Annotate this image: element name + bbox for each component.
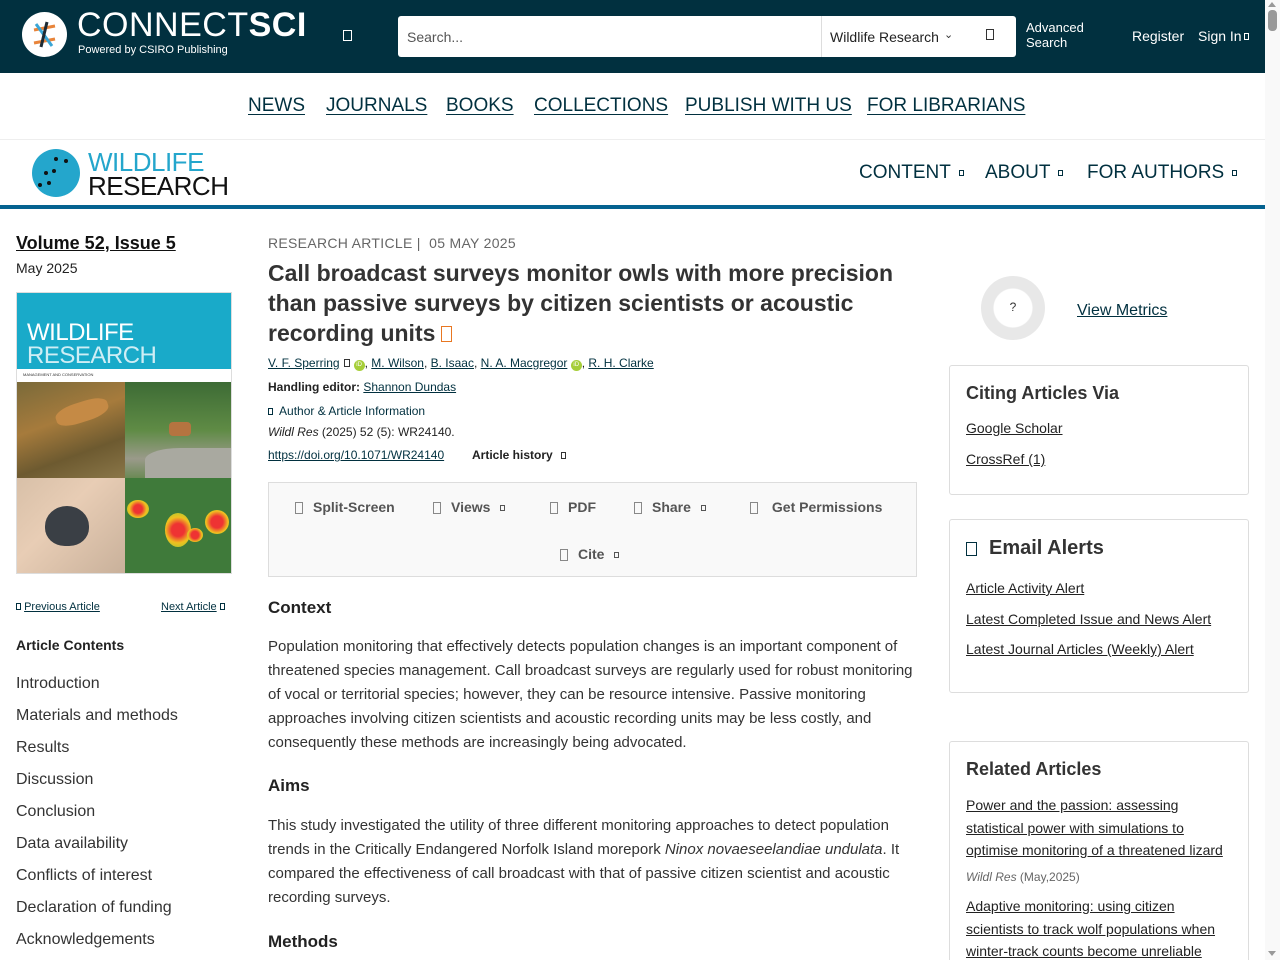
volume-issue-link[interactable]: Volume 52, Issue 5 (16, 233, 176, 253)
pdf-icon (550, 502, 558, 514)
author-link[interactable]: R. H. Clarke (588, 356, 654, 370)
advanced-search-line2: Search (1026, 35, 1068, 50)
connectsci-logo-icon[interactable] (22, 12, 67, 57)
get-permissions-button[interactable] (750, 499, 882, 515)
issue-cover-image[interactable] (16, 292, 232, 574)
share-button[interactable] (634, 499, 706, 515)
species-name: Ninox novaeseelandiae undulata (664, 841, 883, 858)
chevron-left-icon (16, 603, 21, 610)
chevron-down-icon (1232, 170, 1237, 176)
get-permissions-label: Get Permissions (771, 499, 883, 515)
journal-header (0, 141, 1265, 209)
scroll-thumb[interactable] (1268, 10, 1277, 31)
split-screen-icon (295, 502, 303, 514)
latest-articles-alert-link[interactable]: Latest Journal Articles (Weekly) Alert (966, 641, 1194, 657)
citation-journal: Wildl Res (268, 425, 319, 439)
wildlife-research-logo-icon[interactable] (32, 149, 80, 197)
cover-title-line1: WILDLIFE (27, 319, 134, 346)
altmetric-badge[interactable] (981, 276, 1045, 340)
previous-article-label[interactable]: Previous Article (24, 601, 100, 613)
scroll-up-arrow-icon[interactable] (1268, 2, 1276, 7)
chevron-down-icon (561, 452, 566, 459)
search-scope-select[interactable]: Wildlife Research (830, 29, 939, 45)
nav-for-librarians[interactable]: FOR LIBRARIANS (867, 95, 1026, 116)
article-activity-alert-link[interactable]: Article Activity Alert (966, 580, 1085, 596)
cover-photo-turtle (17, 478, 125, 574)
aims-text-2: . It compared the effectiveness of call broadcast with that of passive citizen scientist and acoustic recording surveys. (268, 841, 900, 906)
cite-label: Cite (578, 546, 605, 562)
email-alerts-label: Email Alerts (989, 537, 1104, 559)
orcid-icon[interactable]: iD (354, 360, 365, 371)
bell-icon (966, 542, 977, 556)
handling-editor-link[interactable]: Shannon Dundas (363, 380, 457, 394)
next-article-label[interactable]: Next Article (161, 601, 217, 613)
author-link[interactable]: V. F. Sperring (268, 356, 340, 370)
separator: | (416, 235, 421, 251)
toc-item-materials-methods[interactable]: Materials and methods (16, 707, 178, 724)
author-list: V. F. Sperring iD , M. Wilson, B. Isaac, N. A. Macgregor iD , R. H. Clarke (268, 356, 654, 370)
nav-collections[interactable]: COLLECTIONS (534, 95, 669, 116)
global-nav (0, 73, 1265, 140)
nav-news[interactable]: NEWS (248, 95, 305, 116)
cover-photo-heatmap (125, 478, 232, 574)
related-articles-panel (949, 741, 1249, 960)
views-button[interactable] (433, 499, 505, 515)
cite-button[interactable] (560, 546, 619, 562)
journal-nav-for-authors-label: FOR AUTHORS (1087, 162, 1225, 183)
toc-item-conclusion[interactable]: Conclusion (16, 803, 96, 820)
cover-photo-cat (17, 382, 125, 478)
author-link[interactable]: M. Wilson (371, 356, 424, 370)
publish-date: 05 MAY 2025 (429, 235, 516, 251)
email-alerts-panel (949, 519, 1249, 693)
nav-publish-with-us[interactable]: PUBLISH WITH US (685, 95, 852, 116)
aims-heading: Aims (268, 776, 310, 795)
toc-item-discussion[interactable]: Discussion (16, 771, 94, 788)
article-history-label: Article history (472, 448, 553, 462)
sign-in-icon (1244, 33, 1249, 40)
cite-icon (560, 549, 568, 561)
aims-text-1: This study investigated the utility of three different monitoring approaches to detect population trends in the Critically Endangered Norfolk Island morepork (268, 817, 889, 858)
orcid-icon[interactable]: iD (571, 360, 582, 371)
journal-logo-line1[interactable]: WILDLIFE (88, 147, 204, 177)
register-link[interactable]: Register (1132, 28, 1185, 44)
advanced-search-line1: Advanced (1026, 20, 1084, 35)
permissions-icon (750, 502, 758, 514)
split-screen-button[interactable] (295, 499, 395, 515)
sign-in-label: Sign In (1198, 28, 1242, 44)
email-icon[interactable] (344, 359, 350, 367)
nav-books[interactable]: BOOKS (446, 95, 514, 116)
toc-item-conflicts-of-interest[interactable]: Conflicts of interest (16, 867, 153, 884)
next-article-link[interactable] (161, 601, 225, 613)
article-history-toggle[interactable] (472, 448, 566, 462)
connectsci-wordmark[interactable] (77, 6, 307, 45)
crossref-link[interactable]: CrossRef (1) (966, 451, 1046, 467)
share-label: Share (652, 499, 691, 515)
journal-nav-content[interactable] (859, 162, 964, 184)
chevron-down-icon (959, 170, 964, 176)
cover-title-line2: RESEARCH (27, 342, 157, 369)
cover-header (17, 293, 232, 369)
journal-nav-about-label: ABOUT (985, 162, 1051, 183)
cover-subtitle-band (17, 369, 232, 382)
handling-editor-label: Handling editor: (268, 380, 360, 394)
latest-issue-alert-link[interactable]: Latest Completed Issue and News Alert (966, 611, 1212, 627)
altmetric-score: ? (1009, 300, 1017, 314)
citation-line (268, 425, 455, 439)
related-article-link[interactable]: Power and the passion: assessing statistical power with simulations to optimise monitoring of a threatened lizard (966, 797, 1223, 858)
article-contents-heading: Article Contents (16, 637, 125, 653)
context-heading: Context (268, 598, 332, 617)
article-contents-list (16, 674, 178, 960)
journal-nav-for-authors[interactable] (1087, 162, 1237, 184)
methods-heading: Methods (268, 932, 338, 951)
author-info-label: Author & Article Information (279, 404, 426, 418)
journal-logo-line2[interactable]: RESEARCH (88, 171, 229, 201)
advanced-search-link[interactable] (1026, 20, 1084, 50)
chevron-down-icon (1058, 170, 1063, 176)
previous-article-link[interactable] (16, 601, 100, 613)
journal-nav-about[interactable] (985, 162, 1063, 184)
related-article-meta (966, 870, 1080, 884)
article-title (268, 258, 908, 348)
related-article-journal: Wildl Res (966, 870, 1017, 884)
share-icon (634, 502, 642, 514)
brand-light: CONNECT (77, 6, 249, 44)
views-label: Views (451, 499, 491, 515)
open-access-icon (441, 326, 452, 342)
menu-icon[interactable] (343, 30, 352, 41)
citing-articles-title: Citing Articles Via (966, 383, 1120, 403)
site-header (0, 0, 1265, 73)
email-alerts-title (966, 537, 1104, 560)
powered-by: Powered by CSIRO Publishing (78, 44, 228, 56)
article-type: RESEARCH ARTICLE (268, 235, 413, 251)
related-articles-title: Related Articles (966, 759, 1102, 779)
aims-paragraph (268, 814, 916, 910)
pdf-button[interactable] (550, 499, 596, 515)
related-article-date: (May,2025) (1016, 870, 1080, 884)
sign-in-link[interactable] (1198, 28, 1249, 44)
citing-articles-panel (949, 365, 1249, 495)
author-link[interactable]: N. A. Macgregor (480, 356, 568, 370)
article-toolbar (268, 482, 917, 577)
nav-journals[interactable]: JOURNALS (326, 95, 428, 116)
scroll-down-arrow-icon[interactable] (1268, 951, 1276, 956)
page-scrollbar[interactable] (1265, 0, 1280, 960)
view-metrics-link[interactable]: View Metrics (1077, 302, 1168, 319)
context-paragraph: Population monitoring that effectively detects population changes is an important component of threatened species management. Call broadcast surveys are regularly used for robust monitoring of vocal or territorial species; however, they can be resource intensive. Passive monitoring approaches involving citizen scientists and acoustic recording units may be less costly, and consequently these methods are increasingly being advocated. (268, 638, 913, 751)
journal-nav-content-label: CONTENT (859, 162, 951, 183)
chevron-down-icon (614, 552, 619, 558)
google-scholar-link[interactable]: Google Scholar (966, 420, 1063, 436)
search-bar (398, 16, 1016, 57)
toc-item-data-availability[interactable]: Data availability (16, 835, 129, 852)
pdf-label: PDF (568, 499, 596, 515)
author-article-info-toggle[interactable] (268, 404, 425, 418)
cover-subtitle: MANAGEMENT AND CONSERVATION (23, 372, 94, 377)
search-input[interactable] (398, 16, 821, 57)
article-type-line (268, 235, 516, 251)
split-screen-label: Split-Screen (313, 499, 395, 515)
toc-item-declaration-of-funding[interactable]: Declaration of funding (16, 899, 172, 916)
article-title-text: Call broadcast surveys monitor owls with more precision than passive surveys by citizen scientists or acoustic recording units (268, 260, 893, 346)
author-link[interactable]: B. Isaac (430, 356, 474, 370)
chevron-down-icon[interactable]: ⌄ (944, 29, 954, 41)
handling-editor (268, 380, 456, 394)
cover-photo-deer (125, 382, 232, 478)
search-icon[interactable] (986, 29, 994, 40)
views-icon (433, 502, 441, 514)
chevron-right-icon (220, 603, 225, 610)
issue-date: May 2025 (16, 260, 78, 276)
doi-link[interactable]: https://doi.org/10.1071/WR24140 (268, 448, 445, 462)
toc-item-acknowledgements[interactable]: Acknowledgements (16, 931, 155, 948)
chevron-down-icon (701, 505, 706, 511)
expand-icon (268, 408, 273, 415)
toc-item-results[interactable]: Results (16, 739, 70, 756)
search-divider (821, 16, 822, 57)
toc-item-introduction[interactable]: Introduction (16, 675, 100, 692)
related-article-link[interactable]: Adaptive monitoring: using citizen scientists to track wolf populations when winter-track counts become unreliable (966, 898, 1216, 959)
brand-bold: SCI (248, 6, 307, 44)
chevron-down-icon (500, 505, 505, 511)
citation-details: (2025) 52 (5): WR24140. (318, 425, 455, 439)
